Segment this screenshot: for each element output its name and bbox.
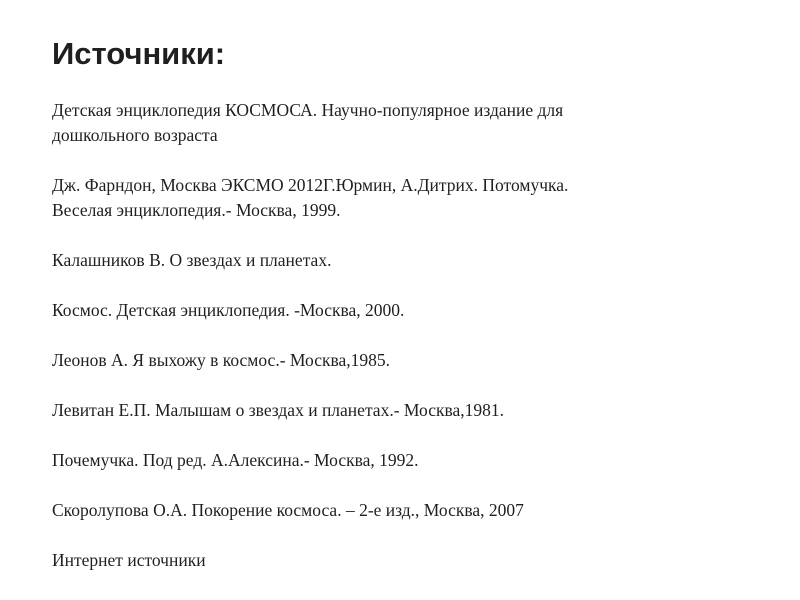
source-item: Интернет источники bbox=[52, 550, 206, 570]
source-item: Космос. Детская энциклопедия. -Москва, 2000. bbox=[52, 300, 405, 320]
source-item: Детская энциклопедия КОСМОСА. Научно-популярное издание для дошкольного возраста bbox=[52, 100, 564, 145]
slide-title: Источники: bbox=[52, 36, 226, 71]
source-item: Левитан Е.П. Малышам о звездах и планетах.- Москва,1981. bbox=[52, 400, 505, 420]
source-item: Леонов А. Я выхожу в космос.- Москва,1985. bbox=[52, 350, 391, 370]
source-item: Скоролупова О.А. Покорение космоса. – 2-е изд., Москва, 2007 bbox=[52, 500, 524, 520]
source-item: Почемучка. Под ред. А.Алексина.- Москва, 1992. bbox=[52, 450, 419, 470]
source-item: Дж. Фарндон, Москва ЭКСМО 2012Г.Юрмин, А.Дитрих. Потомучка. Веселая энциклопедия.- Москва, 1999. bbox=[52, 175, 569, 220]
source-item: Калашников В. О звездах и планетах. bbox=[52, 250, 332, 270]
sources-list bbox=[52, 98, 752, 573]
